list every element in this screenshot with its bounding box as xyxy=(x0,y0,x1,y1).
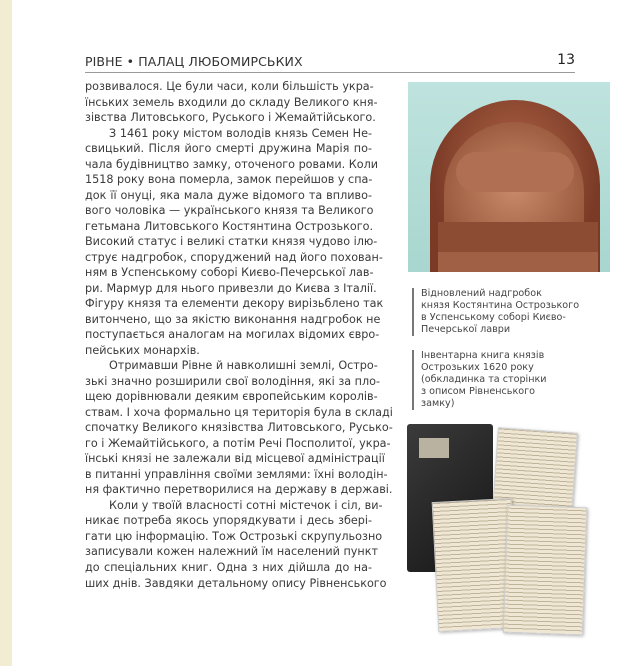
text-line: розвивалося. Це були часи, коли більшість укра- xyxy=(85,80,374,93)
text-line: щею дорівнювали деяким європейським королів- xyxy=(85,390,378,404)
caption-line: Інвентарна книга князів xyxy=(421,350,545,361)
text-line: вого чоловіка — українського князя та Великого xyxy=(85,204,374,218)
caption-line: замку) xyxy=(421,398,455,409)
text-line: гетьмана Литовського Костянтина Острозького. xyxy=(85,219,374,233)
text-line: ших днів. Завдяки детальному опису Рівненського xyxy=(85,576,387,590)
caption-line: в Успенському соборі Києво- xyxy=(421,312,566,323)
text-line: в питанні управління своїми землями: їхні володін- xyxy=(85,467,388,481)
text-line: спочатку Великого князівства Литовського, Русько- xyxy=(85,421,393,435)
text-line: ням в Успенському соборі Києво-Печерської лав- xyxy=(85,266,374,280)
caption-line: Відновлений надгробок xyxy=(421,288,542,299)
text-line: Високий статус і великі статки князя чудово ілю- xyxy=(85,235,378,249)
page-edge-strip xyxy=(0,0,12,666)
page-number: 13 xyxy=(557,52,575,68)
text-line: го і Жемайтійського, а потім Речі Посполитої, укра- xyxy=(85,436,391,450)
text-line: пейських монархів. xyxy=(85,343,200,357)
text-line: зівства Литовського, Руського і Жемайтійського. xyxy=(85,111,376,125)
text-line: ствам. І хоча формально ця територія була в складі xyxy=(85,405,393,419)
caption-tombstone xyxy=(412,288,579,336)
body-text xyxy=(85,79,393,591)
text-line: Фігуру князя та елементи декору вирізьблено так xyxy=(85,297,384,311)
caption-line: Печерської лаври xyxy=(421,324,511,335)
text-line: 1518 року вона померла, замок перейшов у спа- xyxy=(85,173,373,187)
inventory-book-photo xyxy=(405,420,585,640)
text-line: їнських земель входили до складу Великого кня- xyxy=(85,95,378,109)
text-line: ня фактично перетворилися на державу в державі. xyxy=(85,483,393,497)
text-line: Коли у твоїй власності сотні містечок і сіл, ви- xyxy=(109,498,383,512)
header-title: РІВНЕ • ПАЛАЦ ЛЮБОМИРСЬКИХ xyxy=(85,54,303,69)
caption-line: Острозьких 1620 року xyxy=(421,362,534,373)
text-line: свицький. Після його смерті дружина Марія по- xyxy=(85,142,372,156)
running-header xyxy=(85,52,575,73)
text-line: до спеціальних книг. Одна з них дійшла до на- xyxy=(85,560,372,574)
text-line: док її онуці, яка мала дуже відомого та впливо- xyxy=(85,188,372,202)
text-line: Отримавши Рівне й навколишні землі, Остро- xyxy=(109,359,378,373)
text-line: зькі значно розширили свої володіння, які за пло- xyxy=(85,374,381,388)
text-line: З 1461 року містом володів князь Семен Не- xyxy=(109,126,372,140)
text-line: никає потреба якось упорядкувати і десь збері- xyxy=(85,514,372,528)
caption-line: князя Костянтина Острозького xyxy=(421,300,580,311)
text-line: чала будівництво замку, оточеного ровами. Коли xyxy=(85,157,378,171)
caption-line: (обкладинка та сторінки xyxy=(421,374,547,385)
text-line: ри. Мармур для нього привезли до Києва з Італії. xyxy=(85,281,377,295)
caption-inventory-book xyxy=(412,350,547,410)
text-line: гати цю інформацію. Тож Острозькі скрупульозно xyxy=(85,529,383,543)
text-line: поступається аналогам на могилах відомих євро- xyxy=(85,328,380,342)
text-line: витончено, що за якістю виконання надгробок не xyxy=(85,312,381,326)
text-line: струє надгробок, споруджений над його похован- xyxy=(85,250,383,264)
text-line: записували кожен належний їм населений пункт xyxy=(85,545,378,559)
caption-line: з описом Рівненського xyxy=(421,386,536,397)
tombstone-photo xyxy=(408,82,610,272)
text-line: їнські князі не залежали від місцевої адміністрації xyxy=(85,452,385,466)
